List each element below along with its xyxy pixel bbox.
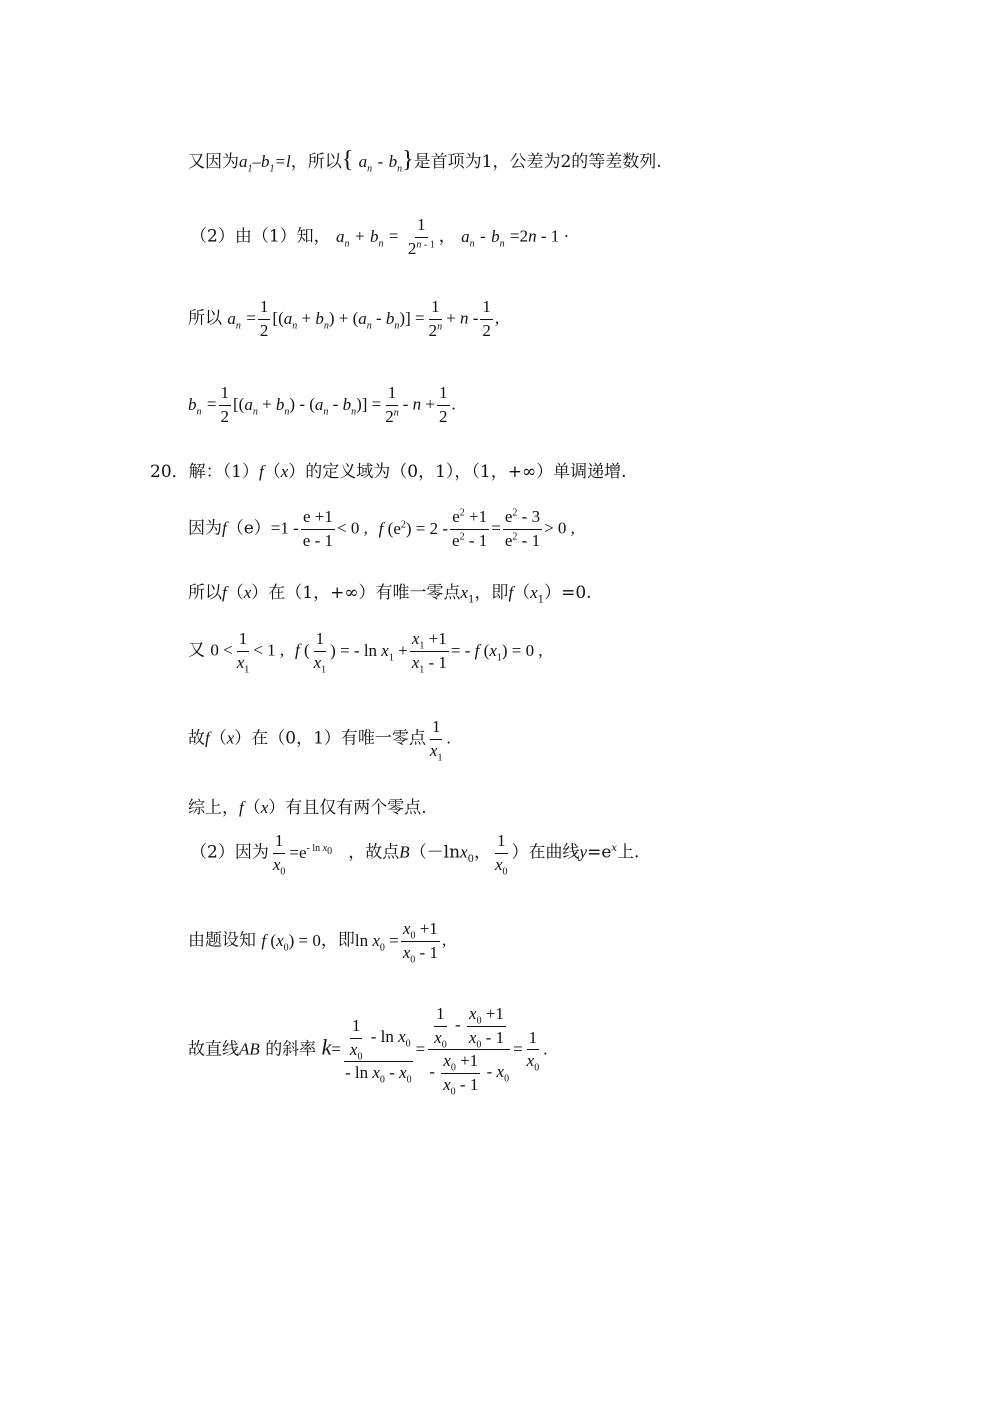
- frac-slope-1: $\frac{1}{x_0}$ - $\ln x_0$ - $\ln x_0 - x_0$: [344, 1015, 412, 1086]
- line-slope-k: 故直线AB 的斜率 k= $\frac{1}{x_0}$ - $\ln x_0$ - $\ln x_0 - x_0$ = $\frac{1}{x_0}$ - $\frac{x_0 +1}{x_0 - 1}$ - $\frac{x_0 +1}{x_0 - 1}$ - $x_0$ = $\frac{1}{x_0}$ .: [188, 1004, 548, 1098]
- formula-a1-b1: $a_1-b_1=l$: [239, 152, 291, 175]
- line-part2-point-b: （2）因为 $\frac{1}{x_0}$ $=e^{- ln x_0}$ ，故点B（－lnx$_0$， $\frac{1}{x_0}$ ）在曲线$y=e^x$上.: [190, 831, 640, 878]
- line-f-e-values: 因为f（e）=1 - $\frac{e +1}{e - 1}$ < 0 , f $(e^2) = 2$ - $\frac{e^2 +1}{e^2 - 1}$ = $\frac{e^2 - 3}{e^2 - 1}$ > 0 ,: [188, 507, 575, 550]
- line-unique-zero-x1: 所以f（x）在（1，+∞）有唯一零点$x_1$，即$f(x_1)=0$.: [188, 583, 592, 606]
- line-conclusion: 综上，f（x）有且仅有两个零点.: [188, 798, 427, 818]
- line-arith-seq: 又因为$a_1-b_1=l$，所以{ $a_n - b_n$}是首项为1，公差为2的等差数列.: [188, 147, 662, 175]
- frac-1-over-2-pow-n-1: $\frac{1}{2^{n - 1}}$: [407, 215, 435, 258]
- line-f-x0-zero: 由题设知 f $(x_0) = 0$，即$\ln x_0$ = $\frac{x_0 +1}{x_0 - 1}$ ,: [188, 919, 447, 966]
- line-an-formula: 所以 $a_n$ = $\frac{1}{2}$ $[(a_n + b_n) + (a_n - b_n)]$ = $\frac{1}{2^n}$ + n - $\frac{1}{2}$ ,: [188, 297, 500, 340]
- frac-slope-2: $\frac{1}{x_0}$ - $\frac{x_0 +1}{x_0 - 1}$ - $\frac{x_0 +1}{x_0 - 1}$ - $x_0$: [429, 1004, 510, 1098]
- line-bn-formula: $b_n$ = $\frac{1}{2}$ $[(a_n + b_n) - (a_n - b_n)]$ = $\frac{1}{2^n}$ - n + $\frac{1}{2}$ .: [188, 383, 456, 426]
- line-reciprocal-root: 又 0 < $\frac{1}{x_1}$ < 1 , f ( $\frac{1}{x_1}$ ) = - $\ln x_1$ + $\frac{x_1 +1}{x_1 - 1}$ = - f $(x_1) = 0$ ,: [188, 629, 543, 676]
- line-zero-in-0-1: 故f（x）在（0，1）有唯一零点 $\frac{1}{x_1}$ .: [188, 717, 451, 764]
- line-part2-known: （2）由（1）知， $a_n + b_n$ = $\frac{1}{2^{n - 1}}$ ， $a_n - b_n =2n - 1$ ·: [190, 215, 570, 258]
- problem-20-header: 20．解：（1）f（x）的定义域为（0，1），（1，+∞）单调递增.: [150, 462, 627, 482]
